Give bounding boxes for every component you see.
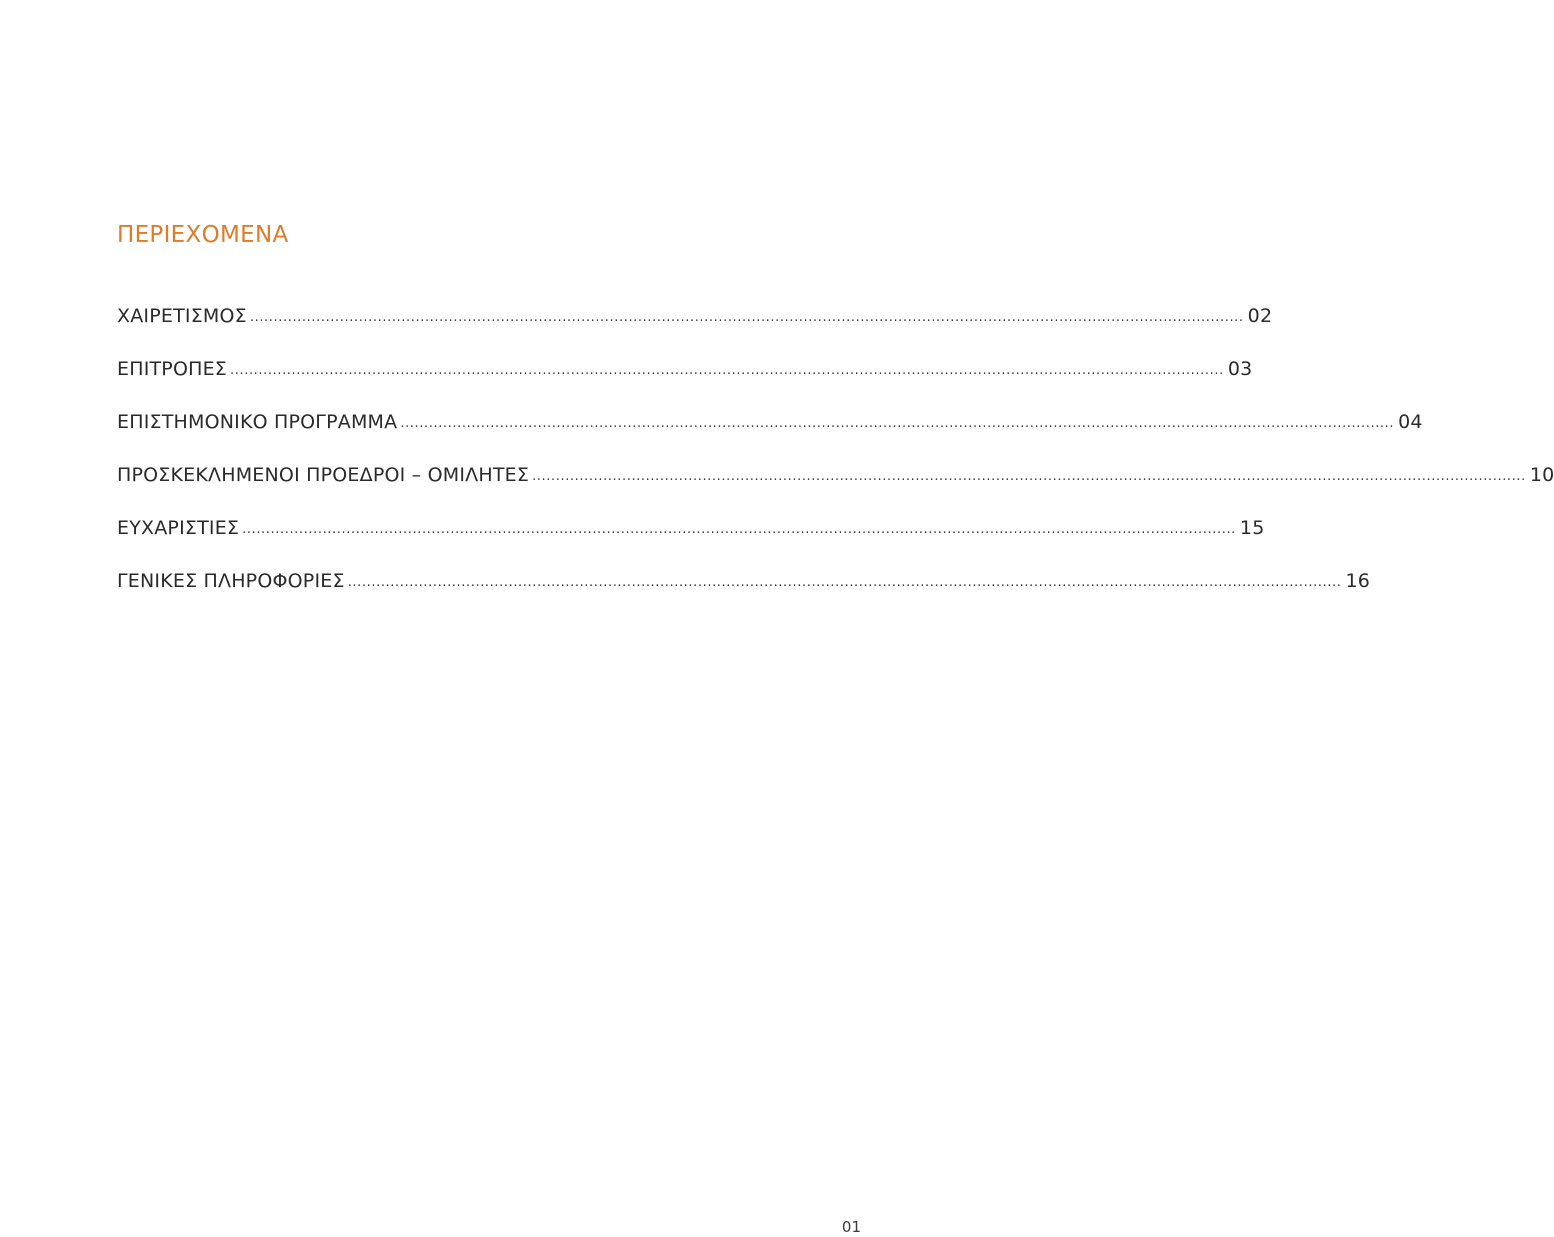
page-number: 01 [841, 1218, 861, 1236]
toc-list [117, 302, 1554, 620]
toc-entry-label: ΕΠΙΣΤΗΜΟΝΙΚΟ ΠΡΟΓΡΑΜΜΑ [117, 411, 398, 433]
toc-dot-leader: .................................................................................................................................................................................................................. [242, 522, 1236, 537]
toc-entry-page: 04 [1398, 411, 1423, 433]
toc-entry-label: ΕΠΙΤΡΟΠΕΣ [117, 358, 228, 380]
toc-dot-leader: .................................................................................................................................................................................................................. [347, 575, 1342, 590]
toc-entry-page: 16 [1345, 570, 1371, 592]
toc-title: ΠΕΡΙΕΧΟΜΕΝΑ [117, 222, 289, 248]
toc-entry-page: 02 [1247, 305, 1273, 327]
toc-entry-invited-chairs-speakers[interactable] [117, 461, 1554, 514]
toc-dot-leader: .................................................................................................................................................................................................................. [249, 310, 1244, 325]
toc-entry-acknowledgements[interactable] [117, 514, 1265, 567]
toc-entry-label: ΧΑΙΡΕΤΙΣΜΟΣ [117, 305, 247, 327]
toc-entry-label: ΕΥΧΑΡΙΣΤΙΕΣ [117, 517, 240, 539]
toc-dot-leader: .................................................................................................................................................................................................................. [400, 416, 1395, 431]
toc-dot-leader: .................................................................................................................................................................................................................. [230, 363, 1224, 378]
toc-entry-label: ΠΡΟΣΚΕΚΛΗΜΕΝΟΙ ΠΡΟΕΔΡΟΙ – ΟΜΙΛΗΤΕΣ [117, 464, 530, 486]
toc-entry-greeting[interactable] [117, 302, 1273, 355]
toc-entry-committees[interactable] [117, 355, 1253, 408]
toc-entry-page: 03 [1227, 358, 1253, 380]
toc-entry-scientific-program[interactable] [117, 408, 1423, 461]
toc-entry-page: 10 [1529, 464, 1554, 486]
toc-entry-page: 15 [1239, 517, 1265, 539]
toc-entry-general-information[interactable] [117, 567, 1371, 620]
toc-entry-label: ΓΕΝΙΚΕΣ ΠΛΗΡΟΦΟΡΙΕΣ [117, 570, 345, 592]
toc-dot-leader: .................................................................................................................................................................................................................. [532, 469, 1526, 484]
